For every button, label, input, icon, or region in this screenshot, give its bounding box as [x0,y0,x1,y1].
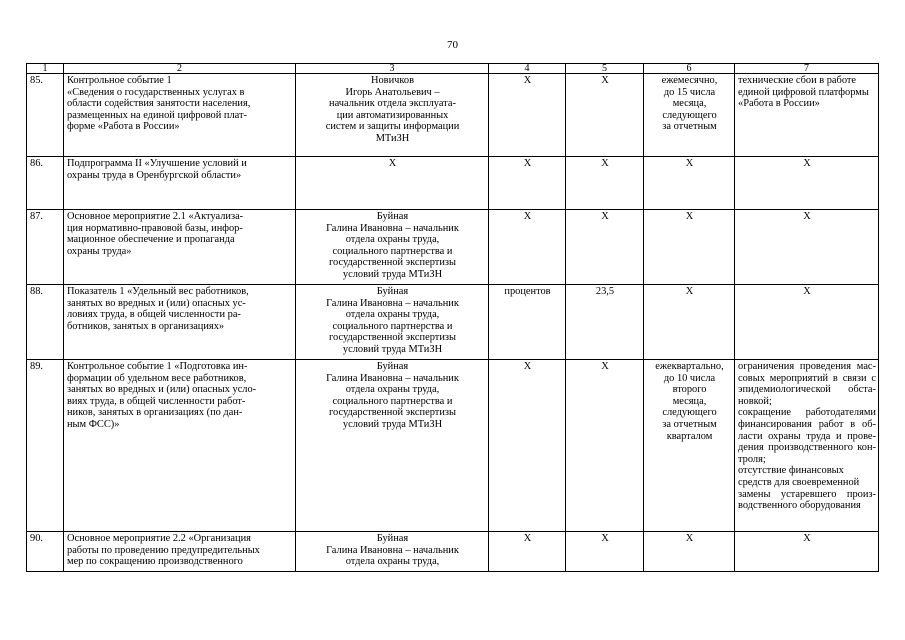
responsible-line: Буйная [376,211,409,222]
header-row [27,64,879,74]
name-line: виях труда, в общей численности работ- [67,395,246,407]
responsible-line: Галина Ивановна – начальник [326,297,459,309]
deadline-line: Х [685,211,694,222]
name-line: работы по проведению предупредительных [67,544,260,556]
name-line: занятых во вредных и (или) опасных усло- [67,384,257,396]
responsible-line: социального партнерства и [332,395,453,407]
responsible-line: ции автоматизированных [336,109,449,121]
risks-line: Х [803,286,811,297]
deadline-line: второго [672,384,707,396]
header-col-7: 7 [735,64,879,74]
header-col-3: 3 [296,64,489,74]
value-cell: Х [566,360,644,532]
responsible-line: отдела охраны труда, [345,556,440,568]
deadline-line: следующего [662,407,717,419]
event-name-cell [64,74,296,157]
responsible-line: Игорь Анатольевич – [345,86,440,98]
responsible-line: государственной экспертизы [329,332,456,344]
value-cell: Х [566,210,644,285]
responsible-line: отдела охраны труда, [345,234,440,246]
unit-cell: процентов [489,285,566,360]
name-line: «Сведения о государственных услугах в [67,86,245,98]
name-line: формации об удельном весе работников, [67,372,247,384]
risks-line: новкой; [738,395,772,407]
row-number: 89. [27,360,64,532]
name-line: мационное обеспечение и пропаганда [67,234,235,246]
table-row [27,157,879,210]
row-number: 90. [27,532,64,572]
row-number: 86. [27,157,64,210]
page-number: 70 [447,39,458,51]
risks-line: дения производственного кон- [738,442,876,454]
event-name-cell [64,210,296,285]
responsible-line: социального партнерства и [332,245,453,257]
responsible-line: отдела охраны труда, [345,384,440,396]
row-number: 85. [27,74,64,157]
name-line: Подпрограмма II «Улучшение условий и [67,158,247,169]
risks-line: сокращение работодателями [738,407,876,419]
deadline-cell [644,360,735,532]
responsible-cell [296,210,489,285]
responsible-line: Буйная [376,361,409,372]
risks-line: троля; [738,453,766,465]
risks-line: отсутствие финансовых [738,465,844,477]
table-row [27,74,879,157]
value-cell: Х [566,532,644,572]
event-name-cell [64,157,296,210]
name-line: размещенных на единой цифровой плат- [67,109,247,121]
responsible-cell [296,532,489,572]
name-line: Основное мероприятие 2.2 «Организация [67,533,251,544]
name-line: ловиях труда, в общей численности ра- [67,309,241,321]
event-name-cell [64,532,296,572]
risks-line: единой цифровой платформы [738,86,869,98]
responsible-cell [296,360,489,532]
deadline-line: месяца, [672,98,707,110]
name-line: Контрольное событие 1 «Подготовка ин- [67,361,248,372]
risks-cell [735,74,879,157]
table-row [27,210,879,285]
responsible-line: Буйная [376,533,409,544]
deadline-cell [644,157,735,210]
unit-cell: Х [489,157,566,210]
responsible-line: социального партнерства и [332,320,453,332]
deadline-cell [644,285,735,360]
name-line: области содействия занятости населения, [67,98,251,110]
risks-cell [735,360,879,532]
responsible-line: условий труда МТиЗН [342,418,443,430]
deadline-line: Х [685,286,694,297]
deadline-line: до 15 числа [663,86,716,98]
responsible-cell [296,74,489,157]
name-line: Основное мероприятие 2.1 «Актуализа- [67,211,244,222]
risks-cell [735,210,879,285]
risks-line: средств для своевременной [738,476,860,488]
row-number: 88. [27,285,64,360]
deadline-line: до 10 числа [663,372,716,384]
value-cell: Х [566,74,644,157]
name-line: ботников, занятых в организациях» [67,320,225,332]
risks-line: Х [803,158,811,169]
header-col-6: 6 [644,64,735,74]
responsible-line: государственной экспертизы [329,257,456,269]
row-number: 87. [27,210,64,285]
deadline-line: ежеквартально, [655,361,724,372]
name-line: охраны труда» [67,245,132,257]
responsible-line: систем и защиты информации [325,121,460,133]
responsible-line: Галина Ивановна – начальник [326,544,459,556]
value-cell: 23,5 [566,285,644,360]
header-col-2: 2 [64,64,296,74]
risks-cell [735,532,879,572]
event-name-cell [64,360,296,532]
table-row [27,360,879,532]
responsible-cell [296,157,489,210]
responsible-line: Буйная [376,286,409,297]
responsible-line: условий труда МТиЗН [342,343,443,355]
deadline-cell [644,532,735,572]
table-row [27,532,879,572]
responsible-line: Галина Ивановна – начальник [326,222,459,234]
deadline-cell [644,74,735,157]
unit-cell: Х [489,210,566,285]
responsible-cell [296,285,489,360]
deadline-cell [644,210,735,285]
risks-line: замены устаревшего произ- [738,488,876,500]
responsible-line: Новичков [370,75,414,86]
table-row [27,285,879,360]
unit-cell: Х [489,532,566,572]
deadline-line: ежемесячно, [661,75,718,86]
header-col-5: 5 [566,64,644,74]
name-line: ников, занятых в организациях (по дан- [67,407,243,419]
name-line: Показатель 1 «Удельный вес работников, [67,286,249,297]
deadline-line: за отчетным [662,418,717,430]
risks-line: эпидемиологической обста- [738,384,876,396]
responsible-line: начальник отдела эксплуата- [329,98,456,110]
risks-line: ограничения проведения мас- [738,361,876,372]
risks-cell [735,285,879,360]
risks-line: совых мероприятий в связи с [738,372,876,384]
risks-line: технические сбои в работе [738,75,857,86]
responsible-line: Х [388,158,397,169]
deadline-line: Х [685,158,694,169]
event-name-cell [64,285,296,360]
name-line: охраны труда в Оренбургской области» [67,169,242,181]
name-line: ция нормативно-правовой базы, инфор- [67,222,243,234]
unit-cell: Х [489,360,566,532]
header-col-4: 4 [489,64,566,74]
name-line: ным ФСС)» [67,418,120,430]
header-col-1: 1 [27,64,64,74]
name-line: занятых во вредных и (или) опасных ус- [67,297,246,309]
deadline-line: следующего [662,109,717,121]
responsible-line: МТиЗН [375,132,410,144]
risks-line: Х [803,533,811,544]
responsible-line: Галина Ивановна – начальник [326,372,459,384]
unit-cell: Х [489,74,566,157]
risks-line: «Работа в России» [738,98,820,110]
deadline-line: кварталом [666,430,713,442]
risks-line: Х [803,211,811,222]
name-line: форме «Работа в России» [67,121,180,133]
name-line: мер по сокращению производственного [67,556,243,568]
responsible-line: отдела охраны труда, [345,309,440,321]
deadline-line: Х [685,533,694,544]
responsible-line: условий труда МТиЗН [342,268,443,280]
plan-table [26,63,879,572]
risks-line: финансирования работ в об- [738,418,876,430]
risks-line: ласти охраны труда и прове- [738,430,876,442]
responsible-line: государственной экспертизы [329,407,456,419]
value-cell: Х [566,157,644,210]
risks-line: водственного оборудования [738,500,861,512]
deadline-line: за отчетным [662,121,717,133]
name-line: Контрольное событие 1 [67,75,172,86]
risks-cell [735,157,879,210]
deadline-line: месяца, [672,395,707,407]
